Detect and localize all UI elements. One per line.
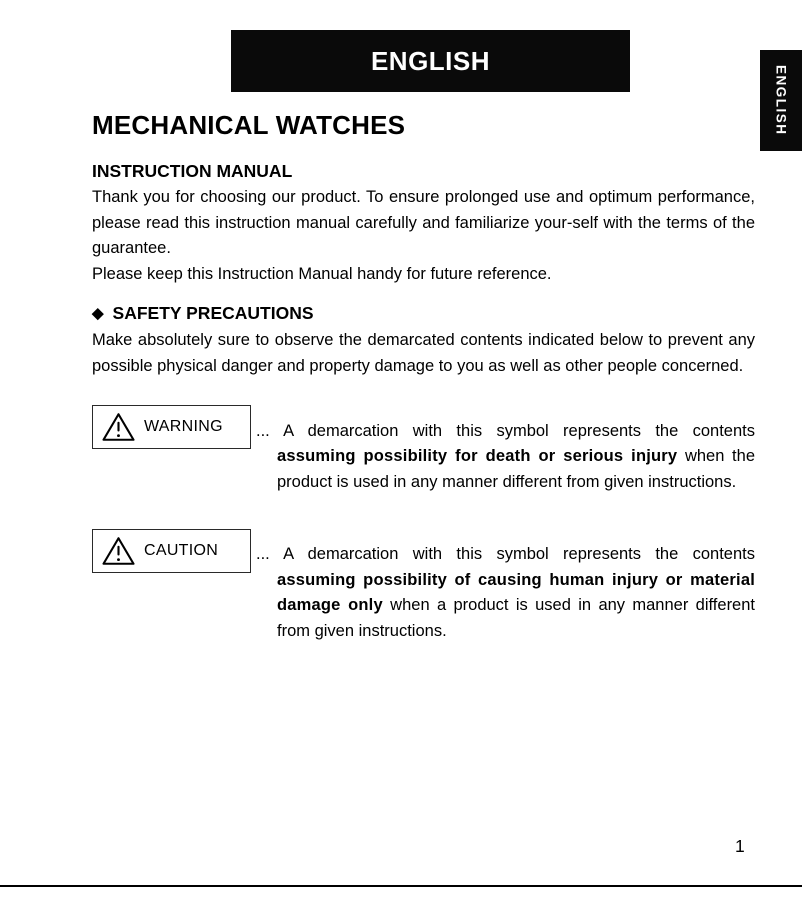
caution-text-bold: assuming possibility of causing human injury or material damage only xyxy=(277,570,755,614)
language-side-tab-label: ENGLISH xyxy=(773,65,789,136)
warning-text-prefix: ... A demarcation with this symbol represents the contents xyxy=(256,421,755,440)
diamond-bullet-icon: ◆ xyxy=(92,305,104,322)
safety-precautions-heading xyxy=(92,303,755,324)
caution-text-prefix: ... A demarcation with this symbol represents the contents xyxy=(256,545,755,563)
warning-label-box xyxy=(92,405,251,449)
caution-description xyxy=(256,542,755,644)
intro-paragraph: Thank you for choosing our product. To ensure prolonged use and optimum performance, please read this instruction manual carefully and familiarize your-self with the terms of the guarantee. xyxy=(92,188,755,257)
language-banner-label: ENGLISH xyxy=(370,45,491,76)
caution-row xyxy=(92,526,755,661)
bottom-divider xyxy=(0,885,802,887)
caution-text-suffix: when a product is used in any manner different from given instructions. xyxy=(277,596,755,640)
language-banner xyxy=(231,30,630,92)
page-number: 1 xyxy=(735,836,745,856)
page-content xyxy=(92,110,755,661)
warning-text-suffix: when the product is used in any manner different from given instructions. xyxy=(277,447,755,491)
safety-paragraph: Make absolutely sure to observe the demarcated contents indicated below to prevent any possible physical danger and property damage to you as well as other people concerned. xyxy=(92,331,755,375)
warning-label: WARNING xyxy=(144,418,223,435)
warning-text-bold: assuming possibility for death or serious injury xyxy=(277,447,678,465)
language-side-tab xyxy=(760,50,802,151)
caution-triangle-icon xyxy=(102,536,135,566)
page-title: MECHANICAL WATCHES xyxy=(92,110,406,140)
caution-label-box xyxy=(92,529,251,573)
warning-triangle-icon xyxy=(102,412,135,442)
caution-label: CAUTION xyxy=(144,541,219,559)
safety-precautions-heading-label: SAFETY PRECAUTIONS xyxy=(112,303,314,323)
keep-manual-paragraph: Please keep this Instruction Manual handy for future reference. xyxy=(92,264,552,283)
warning-row xyxy=(92,402,755,512)
instruction-manual-heading: INSTRUCTION MANUAL xyxy=(92,161,293,181)
warning-description xyxy=(256,419,755,496)
